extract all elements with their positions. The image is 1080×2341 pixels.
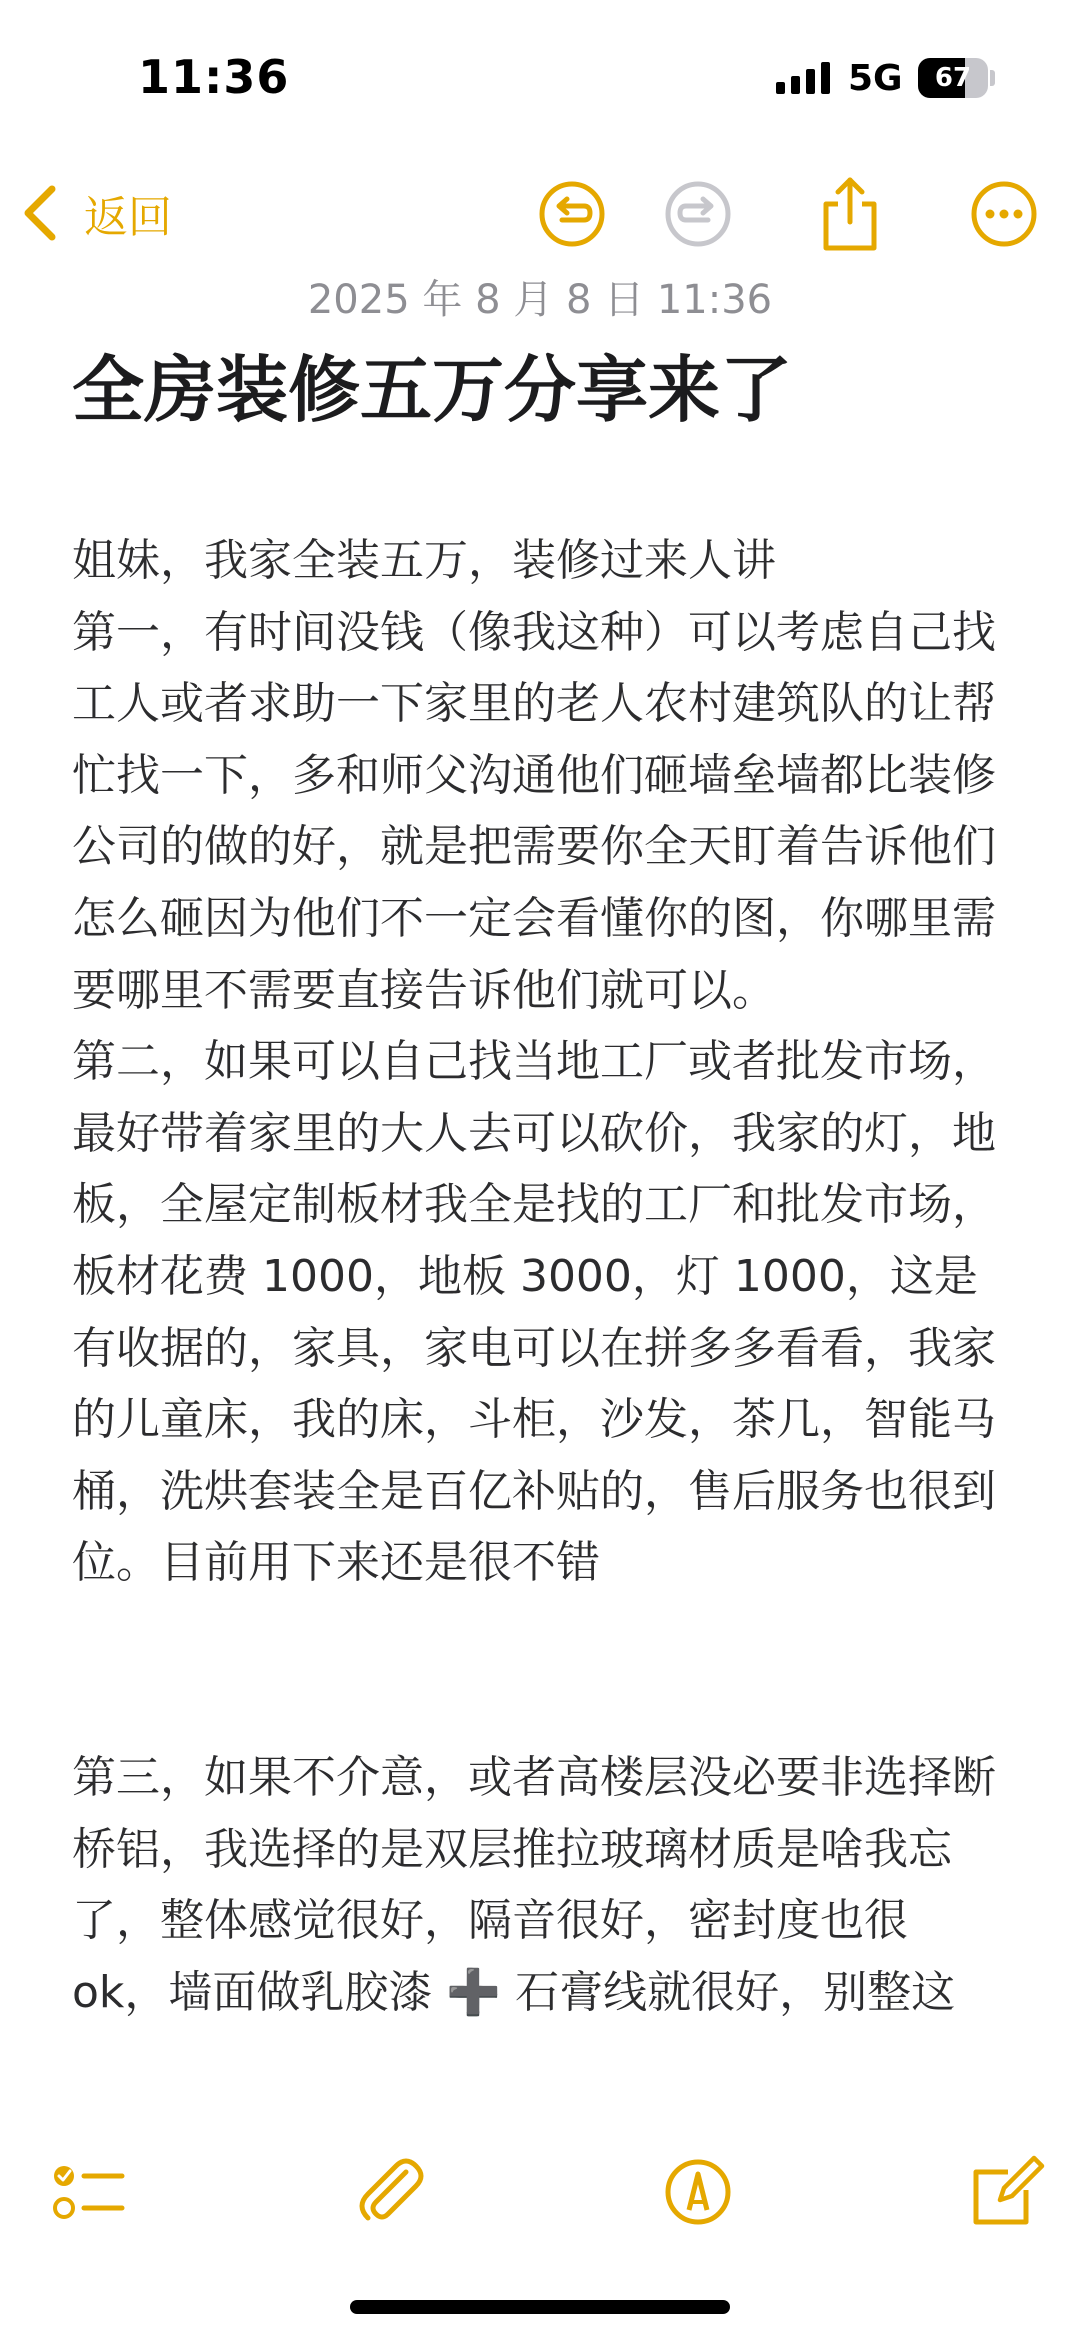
blank-line bbox=[72, 1599, 1012, 1742]
note-paragraph: 姐妹，我家全装五万，装修过来人讲 bbox=[72, 535, 776, 586]
note-paragraph: 第二，如果可以自己找当地工厂或者批发市场，最好带着家里的大人去可以砍价，我家的灯，地板，全屋定制板材我全是找的工厂和批发市场，板材花费 1000，地板 3000，灯 1000，这是有收据的，家具，家电可以在拼多多看看，我家的儿童床，我的床，斗柜，沙发，茶几，智能马桶，洗烘套装全是百亿补贴的，售后服务也很到位。目前用下来还是很不错 bbox=[72, 1036, 996, 1589]
status-bar bbox=[0, 0, 1080, 150]
share-icon[interactable] bbox=[810, 174, 890, 254]
back-label: 返回 bbox=[84, 192, 172, 243]
redo-icon[interactable] bbox=[658, 174, 738, 254]
battery-cap bbox=[990, 70, 995, 86]
note-body[interactable] bbox=[72, 525, 1012, 2028]
status-time: 11:36 bbox=[138, 50, 290, 104]
checklist-icon[interactable] bbox=[48, 2150, 132, 2234]
note-date: 2025 年 8 月 8 日 11:36 bbox=[307, 277, 773, 323]
signal-icon bbox=[776, 60, 834, 96]
pen-markup-icon[interactable] bbox=[656, 2150, 740, 2234]
compose-icon[interactable] bbox=[964, 2150, 1048, 2234]
note-paragraph: 第一，有时间没钱（像我这种）可以考虑自己找工人或者求助一下家里的老人农村建筑队的让帮忙找一下，多和师父沟通他们砸墙垒墙都比装修公司的做的好，就是把需要你全天盯着告诉他们怎么砸因为他们不一定会看懂你的图，你哪里需要哪里不需要直接告诉他们就可以。 bbox=[72, 606, 996, 1016]
undo-icon[interactable] bbox=[532, 174, 612, 254]
battery-level: 67 bbox=[934, 63, 972, 93]
note-toolbar bbox=[0, 160, 1080, 270]
home-indicator bbox=[350, 2300, 730, 2314]
note-paragraph: 第三，如果不介意，或者高楼层没必要非选择断桥铝，我选择的是双层推拉玻璃材质是啥我忘了，整体感觉很好，隔音很好，密封度也很 ok，墙面做乳胶漆 ➕ 石膏线就很好，别整这 bbox=[72, 1751, 996, 2018]
chevron-left-icon bbox=[20, 183, 60, 243]
note-title[interactable]: 全房装修五万分享来了 bbox=[72, 348, 793, 432]
bottom-toolbar bbox=[0, 2140, 1080, 2250]
network-type: 5G bbox=[848, 58, 903, 99]
more-icon[interactable] bbox=[964, 174, 1044, 254]
paperclip-icon[interactable] bbox=[350, 2150, 434, 2234]
back-button[interactable] bbox=[20, 178, 172, 248]
battery-icon bbox=[918, 58, 988, 98]
